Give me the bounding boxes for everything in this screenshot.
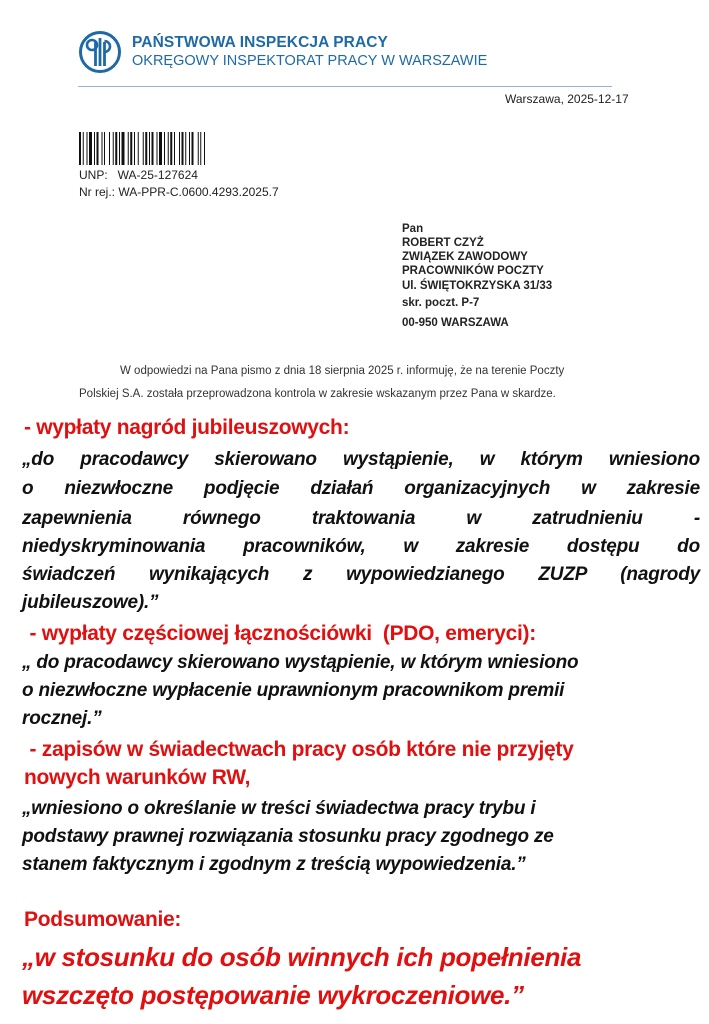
- organization-subtitle: OKRĘGOWY INSPEKTORAT PRACY W WARSZAWIE: [132, 53, 488, 69]
- summary-label: Podsumowanie:: [24, 908, 182, 931]
- section-quote-line: stanem faktycznym i zgodnym z treścią wypowiedzenia.”: [22, 854, 526, 875]
- recipient-line: ZWIĄZEK ZAWODOWY: [402, 251, 528, 263]
- section-quote-line: „do pracodawcy skierowano wystąpienie, w którym wniesiono: [22, 449, 700, 470]
- recipient-line: skr. poczt. P-7: [402, 297, 480, 309]
- recipient-line: Ul. ŚWIĘTOKRZYSKA 31/33: [402, 280, 553, 292]
- section-heading: - wypłaty nagród jubileuszowych:: [24, 416, 350, 439]
- recipient-line: 00-950 WARSZAWA: [402, 317, 509, 329]
- recipient-line: Pan: [402, 223, 424, 235]
- barcode-icon: [79, 132, 255, 165]
- section-quote-line: świadczeń wynikających z wypowiedzianego ZUZP (nagrody: [22, 564, 700, 585]
- unp-number: UNP: WA-25-127624: [79, 168, 198, 182]
- pip-logo-icon: [78, 30, 122, 74]
- section-quote-line: „wniesiono o określanie w treści świadectwa pracy trybu i: [22, 798, 536, 819]
- section-quote-line: „ do pracodawcy skierowano wystąpienie, w którym wniesiono: [22, 652, 579, 673]
- section-heading: - zapisów w świadectwach pracy osób które nie przyjęty: [24, 738, 574, 761]
- intro-line: Polskiej S.A. została przeprowadzona kontrola w zakresie wskazanym przez Pana w skardze.: [79, 388, 556, 400]
- header-divider: [78, 86, 612, 87]
- place-date: Warszawa, 2025-12-17: [505, 92, 629, 106]
- summary-quote-line: „w stosunku do osób winnych ich popełnienia: [22, 942, 582, 972]
- section-quote-line: podstawy prawnej rozwiązania stosunku pracy zgodnego ze: [22, 826, 554, 847]
- organization-name: PAŃSTWOWA INSPEKCJA PRACY: [132, 34, 388, 51]
- section-quote-line: o niezwłoczne podjęcie działań organizacyjnych w zakresie: [22, 478, 700, 499]
- section-quote-line: niedyskryminowania pracowników, w zakresie dostępu do: [22, 536, 700, 557]
- registry-number: Nr rej.: WA-PPR-C.0600.4293.2025.7: [79, 185, 279, 199]
- section-heading: nowych warunków RW,: [24, 766, 251, 789]
- section-quote-line: rocznej.”: [22, 708, 102, 729]
- recipient-line: ROBERT CZYŻ: [402, 237, 484, 249]
- intro-line: W odpowiedzi na Pana pismo z dnia 18 sierpnia 2025 r. informuję, że na terenie Poczty: [120, 365, 565, 377]
- summary-quote-line: wszczęto postępowanie wykroczeniowe.”: [22, 980, 524, 1010]
- section-quote-line: o niezwłoczne wypłacenie uprawnionym pracownikom premii: [22, 680, 565, 701]
- section-heading: - wypłaty częściowej łącznościówki (PDO, emeryci):: [24, 622, 536, 645]
- section-quote-line: zapewnienia równego traktowania w zatrudnieniu -: [22, 508, 700, 529]
- section-quote-line: jubileuszowe).”: [22, 592, 159, 613]
- recipient-line: PRACOWNIKÓW POCZTY: [402, 265, 544, 277]
